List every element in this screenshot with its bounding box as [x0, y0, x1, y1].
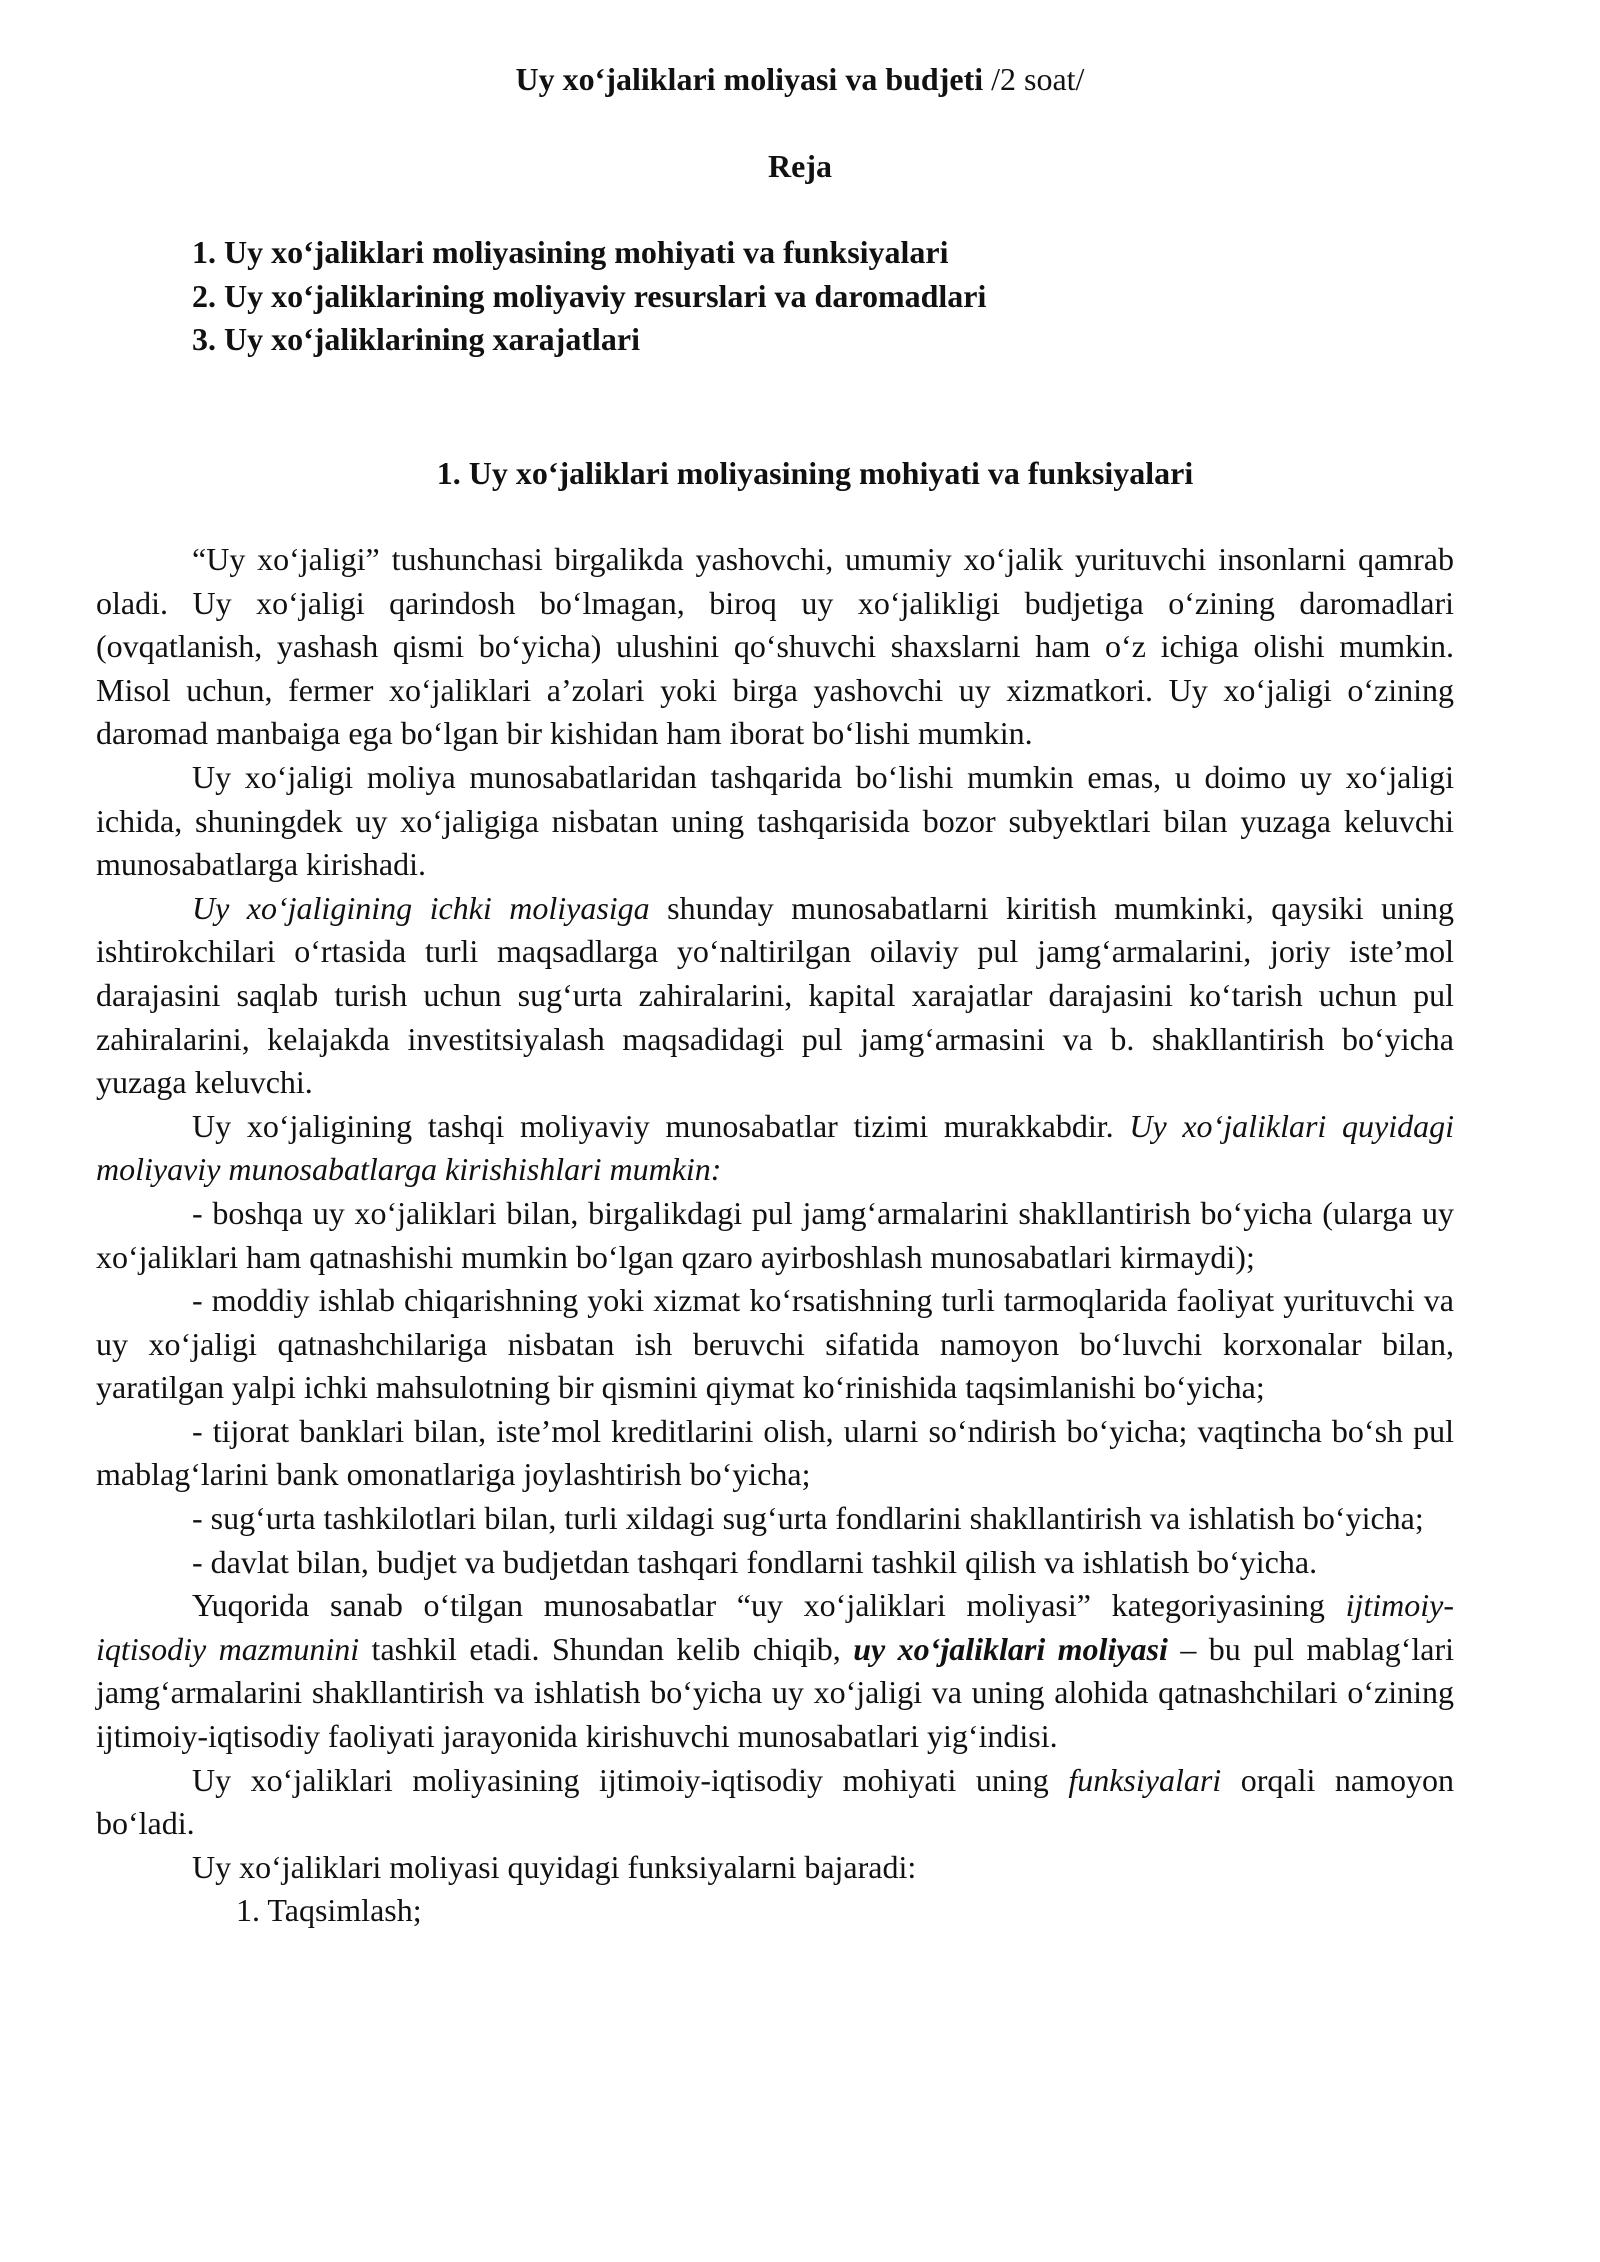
definition-term: uy xo‘jaliklari moliyasi: [853, 1630, 1168, 1667]
paragraph: [96, 1584, 1454, 1758]
dash-list-item: - sug‘urta tashkilotlari bilan, turli xildagi sug‘urta fondlarini shakllantirish va ishlatish bo‘yicha;: [192, 1500, 1424, 1537]
document-title-duration: /2 soat/: [983, 61, 1085, 97]
paragraph-text: tashkil etadi. Shundan kelib chiqib,: [359, 1630, 854, 1667]
paragraph: [96, 1105, 1454, 1192]
italic-term: ijtimoiy-iqtisodiy mazmunini: [96, 1587, 1454, 1667]
paragraph-text: Yuqorida sanab o‘tilgan munosabatlar “uy xo‘jaliklari moliyasi” kategoriyasining: [192, 1587, 1346, 1624]
paragraph-text: – bu pul mablag‘lari jamg‘armalarini shakllantirish va ishlatish bo‘yicha uy xo‘jaligi va uning alohida qatnashchilari o‘zining ijtimoiy-iqtisodiy faoliyati jarayonida kirishuvchi munosabatlari yig‘indisi.: [96, 1630, 1454, 1755]
paragraph-text: shunday munosabatlarni kiritish mumkinki, qaysiki uning ishtirokchilari o‘rtasida turli maqsadlarga yo‘naltirilgan oilaviy pul jamg‘armalarini, joriy iste’mol darajasini saqlab turish uchun sug‘urta zahiralarini, kapital xarajatlar darajasini ko‘tarish uchun pul zahiralarini, kelajakda investitsiyalash maqsadidagi pul jamg‘armasini va b. shakllantirish bo‘yicha yuzaga keluvchi.: [96, 889, 1455, 1101]
paragraph: Uy xo‘jaliklari moliyasi quyidagi funksiyalarni bajaradi:: [192, 1848, 917, 1885]
italic-term: Uy xo‘jaliklari quyidagi moliyaviy munosabatlarga kirishishlari mumkin:: [96, 1107, 1454, 1188]
paragraph: [96, 887, 1454, 1105]
document-title-main: Uy xo‘jaliklari moliyasi va budjeti: [515, 61, 984, 97]
section-heading: 1. Uy xo‘jaliklari moliyasining mohiyati va funksiyalari: [436, 455, 1194, 491]
paragraph: “Uy xo‘jaligi” tushunchasi birgalikda yashovchi, umumiy xo‘jalik yurituvchi insonlarni qamrab oladi. Uy xo‘jaligi qarindosh bo‘lmagan, biroq uy xo‘jalikligi budjetiga o‘zining daromadlari (ovqatlanish, yashash qismi bo‘yicha) ulushini qo‘shuvchi shaxslarni ham o‘z ichiga olishi mumkin. Misol uchun, fermer xo‘jaliklari a’zolari yoki birga yashovchi uy xizmatkori. Uy xo‘jaligi o‘zining daromad manbaiga ega bo‘lgan bir kishidan ham iborat bo‘lishi mumkin.: [96, 541, 1454, 752]
paragraph-text: Uy xo‘jaligining tashqi moliyaviy munosabatlar tizimi murakkabdir.: [192, 1107, 1130, 1144]
plan-item: 3. Uy xo‘jaliklarining xarajatlari: [192, 321, 640, 358]
numbered-list-item: 1. Taqsimlash;: [236, 1892, 422, 1929]
dash-list-item: - tijorat banklari bilan, iste’mol kreditlarini olish, ularni so‘ndirish bo‘yicha; vaqtincha bo‘sh pul mablag‘larini bank omonatlariga joylashtirish bo‘yicha;: [96, 1412, 1454, 1493]
paragraph-text: Uy xo‘jaliklari moliyasining ijtimoiy-iqtisodiy mohiyati uning: [192, 1761, 1069, 1798]
dash-list-item: - boshqa uy xo‘jaliklari bilan, birgalikdagi pul jamg‘armalarini shakllantirish bo‘yicha (ularga uy xo‘jaliklari ham qatnashishi mumkin bo‘lgan qzaro ayirboshlash munosabatlari kirmaydi);: [96, 1194, 1454, 1275]
plan-heading: Reja: [768, 148, 832, 184]
paragraph: [96, 1759, 1454, 1846]
dash-list-item: - moddiy ishlab chiqarishning yoki xizmat ko‘rsatishning turli tarmoqlarida faoliyat yurituvchi va uy xo‘jaligi qatnashchilariga nisbatan ish beruvchi sifatida namoyon bo‘luvchi korxonalar bilan, yaratilgan yalpi ichki mahsulotning bir qismini qiymat ko‘rinishida taqsimlanishi bo‘yicha;: [96, 1282, 1454, 1406]
plan-list: [192, 231, 986, 362]
document-body: [96, 538, 1454, 1933]
dash-list-item: - davlat bilan, budjet va budjetdan tashqari fondlarni tashkil qilish va ishlatish bo‘yicha.: [192, 1543, 1318, 1580]
italic-term: funksiyalari: [1068, 1761, 1222, 1798]
italic-term: Uy xo‘jaligining ichki moliyasiga: [192, 889, 650, 926]
paragraph-text: orqali namoyon bo‘ladi.: [96, 1761, 1455, 1842]
plan-item: 2. Uy xo‘jaliklarining moliyaviy resurslari va daromadlari: [192, 277, 987, 314]
plan-item: 1. Uy xo‘jaliklari moliyasining mohiyati va funksiyalari: [192, 234, 949, 270]
paragraph: Uy xo‘jaligi moliya munosabatlaridan tashqarida bo‘lishi mumkin emas, u doimo uy xo‘jaligi ichida, shuningdek uy xo‘jaligiga nisbatan uning tashqarisida bozor subyektlari bilan yuzaga keluvchi munosabatlarga kirishadi.: [96, 758, 1454, 883]
document-title: [0, 58, 1600, 102]
